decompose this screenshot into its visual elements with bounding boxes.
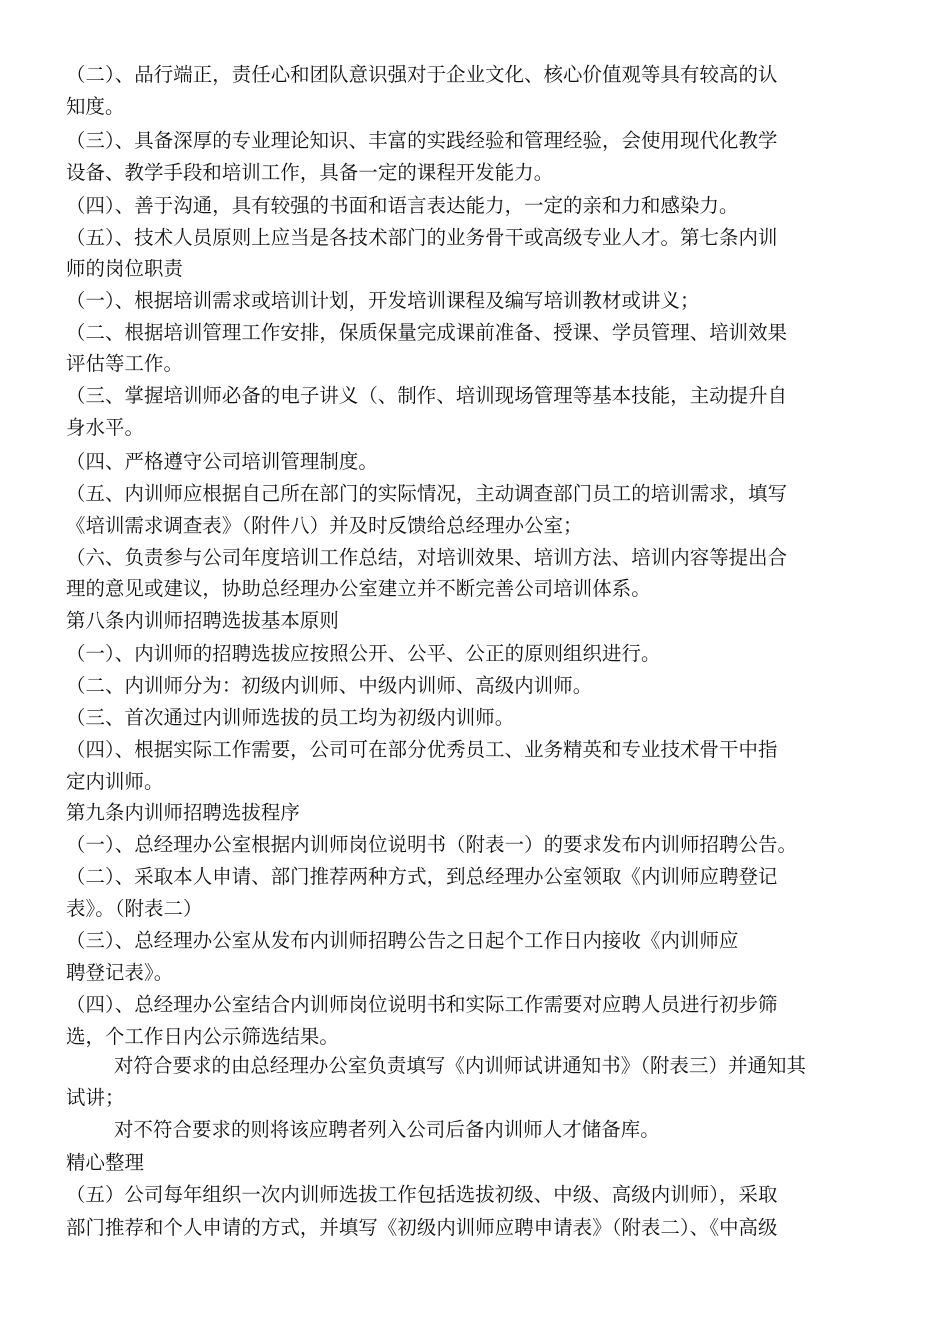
text-line: （五）公司每年组织一次内训师选拔工作包括选拔初级、中级、高级内训师），采取 [66, 1183, 778, 1206]
text-line: 试讲； [66, 1086, 125, 1109]
text-line: （三）、具备深厚的专业理论知识、丰富的实践经验和管理经验，会使用现代化教学 [66, 129, 778, 152]
text-line: （六、负责参与公司年度培训工作总结，对培训效果、培训方法、培训内容等提出合 [66, 546, 788, 569]
text-line: （二）、品行端正，责任心和团队意识强对于企业文化、核心价值观等具有较高的认 [66, 63, 778, 86]
text-line: （三、掌握培训师必备的电子讲义（、制作、培训现场管理等基本技能，主动提升自 [66, 384, 788, 407]
text-line: （四、严格遵守公司培训管理制度。 [66, 450, 378, 473]
text-line: （五、内训师应根据自己所在部门的实际情况，主动调查部门员工的培训需求，填写 [66, 482, 788, 505]
text-line: 师的岗位职责 [66, 257, 183, 280]
text-line: 部门推荐和个人申请的方式，并填写《初级内训师应聘申请表》（附表二）、《中高级 [66, 1216, 778, 1239]
text-line: 《培训需求调查表》（附件八）并及时反馈给总经理办公室； [66, 514, 583, 537]
text-line: （二、根据培训管理工作安排，保质保量完成课前准备、授课、学员管理、培训效果 [66, 321, 788, 344]
text-line: 理的意见或建议，协助总经理办公室建立并不断完善公司培训体系。 [66, 577, 651, 600]
text-line: 评估等工作。 [66, 352, 183, 375]
text-line: （四）、根据实际工作需要，公司可在部分优秀员工、业务精英和专业技术骨干中指 [66, 738, 778, 761]
text-line: 定内训师。 [66, 770, 164, 793]
section-heading: 第九条内训师招聘选拔程序 [66, 801, 300, 824]
text-line: 对符合要求的由总经理办公室负责填写《内训师试讲通知书》（附表三）并通知其 [114, 1054, 806, 1077]
text-line: 聘登记表》。 [66, 961, 174, 984]
text-line: （三、首次通过内训师选拔的员工均为初级内训师。 [66, 706, 515, 729]
text-line: 选，个工作日内公示筛选结果。 [66, 1025, 339, 1048]
text-line: 设备、教学手段和培训工作，具备一定的课程开发能力。 [66, 161, 554, 184]
text-line: 知度。 [66, 95, 125, 118]
text-line: （二）、采取本人申请、部门推荐两种方式，到总经理办公室领取《内训师应聘登记 [66, 865, 778, 888]
text-line: 身水平。 [66, 416, 144, 439]
text-line: （四）、善于沟通，具有较强的书面和语言表达能力，一定的亲和力和感染力。 [66, 194, 739, 217]
text-line: 对不符合要求的则将该应聘者列入公司后备内训师人才储备库。 [114, 1118, 660, 1141]
text-line: （三）、总经理办公室从发布内训师招聘公告之日起个工作日内接收《内训师应 [66, 929, 739, 952]
text-line: （一）、根据培训需求或培训计划，开发培训课程及编写培训教材或讲义； [66, 289, 700, 312]
text-line: （一）、总经理办公室根据内训师岗位说明书（附表一）的要求发布内训师招聘公告。 [66, 833, 797, 856]
text-line: （四）、总经理办公室结合内训师岗位说明书和实际工作需要对应聘人员进行初步筛 [66, 993, 778, 1016]
text-line: 表》。（附表二） [66, 897, 203, 920]
text-line: （一）、内训师的招聘选拔应按照公开、公平、公正的原则组织进行。 [66, 642, 661, 665]
section-heading: 第八条内训师招聘选拔基本原则 [66, 609, 339, 632]
text-line: （五）、技术人员原则上应当是各技术部门的业务骨干或高级专业人才。第七条内训 [66, 226, 778, 249]
text-line: （二、内训师分为：初级内训师、中级内训师、高级内训师。 [66, 674, 593, 697]
section-heading: 精心整理 [66, 1151, 144, 1174]
